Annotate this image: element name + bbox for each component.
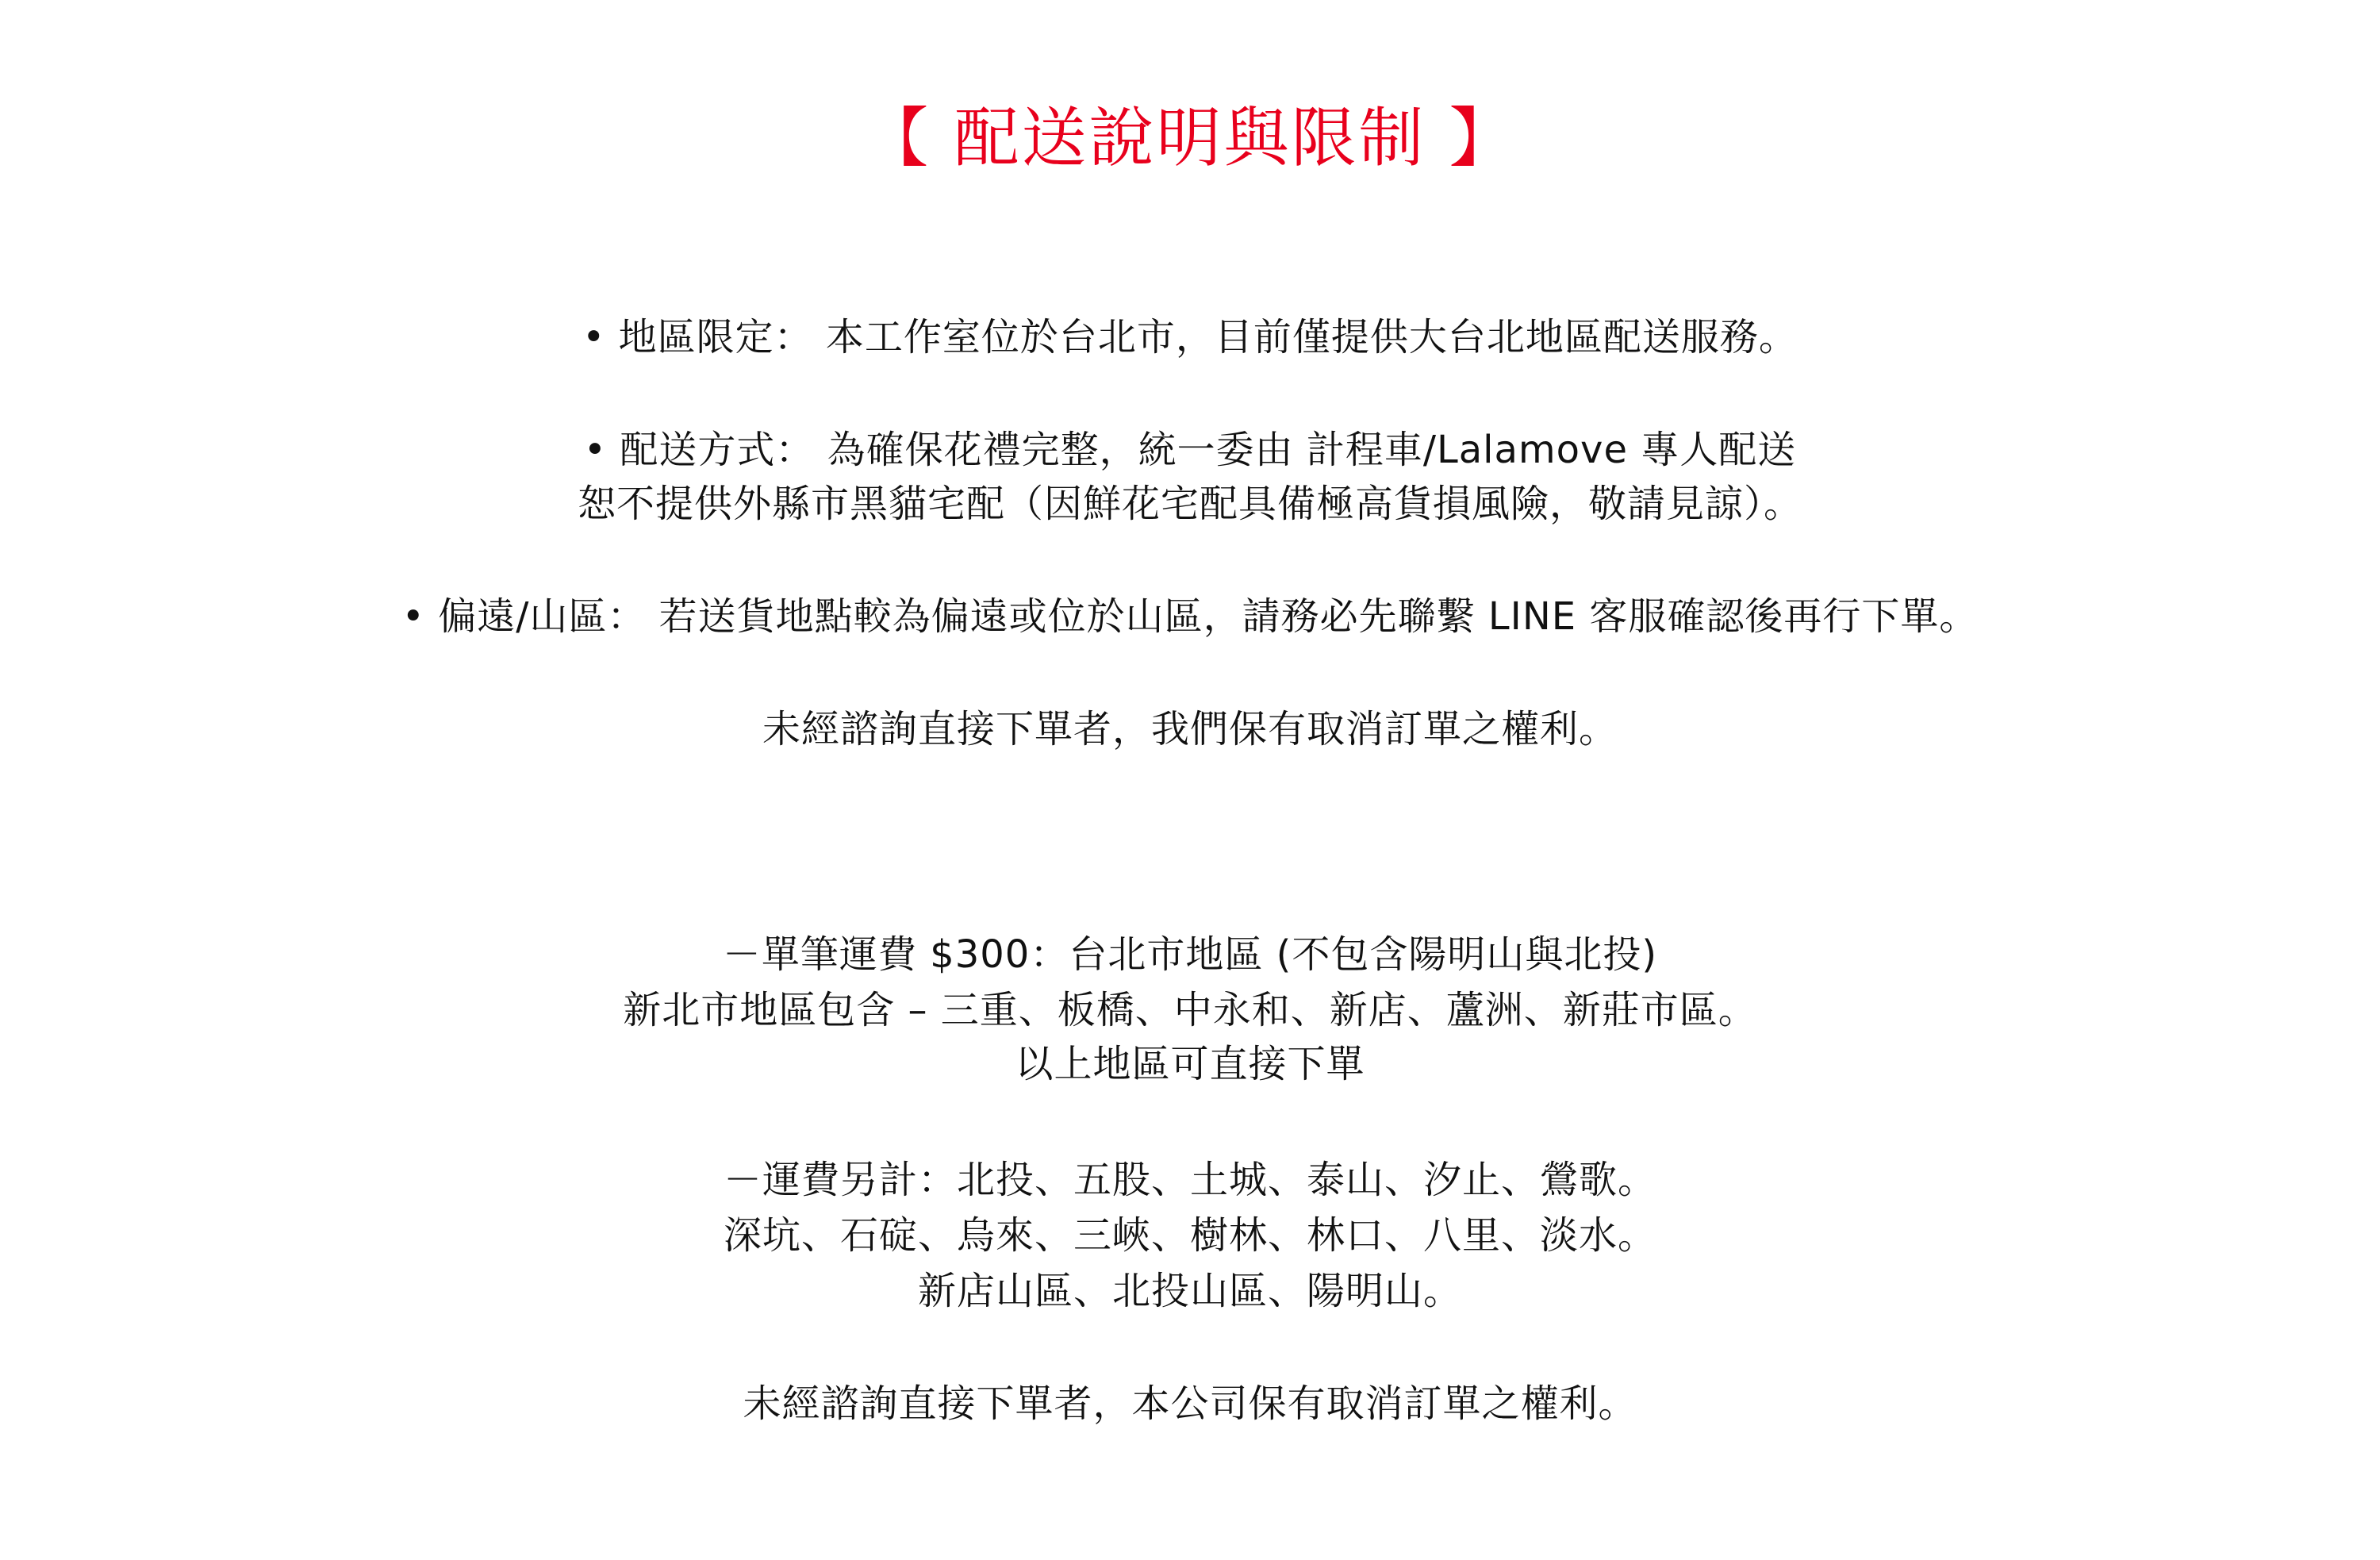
rule-no-courier: 恕不提供外縣市黑貓宅配（因鮮花宅配具備極高貨損風險，敬請見諒）。	[577, 482, 1802, 526]
fee-extra-areas-1: －運費另計：北投、五股、土城、泰山、汐止、鶯歌。	[723, 1158, 1656, 1202]
rule-delivery-method: • 配送方式： 為確保花禮完整，統一委由 計程車/Lalamove 專人配送	[583, 428, 1797, 472]
page-title: 【 配送說明與限制 】	[863, 101, 1517, 176]
fee-direct-order-note: 以上地區可直接下單	[1015, 1042, 1365, 1086]
fee-extra-areas-3: 新店山區、北投山區、陽明山。	[917, 1269, 1462, 1313]
fee-taipei-flat: －單筆運費 $300：台北市地區 (不包含陽明山與北投)	[722, 932, 1658, 977]
rule-region-limit: • 地區限定： 本工作室位於台北市，目前僅提供大台北地區配送服務。	[582, 315, 1798, 359]
fee-new-taipei-included: 新北市地區包含 – 三重、板橋、中永和、新店、蘆洲、新莊市區。	[623, 988, 1757, 1032]
fee-cancel-notice: 未經諮詢直接下單者，本公司保有取消訂單之權利。	[743, 1381, 1637, 1426]
fee-extra-areas-2: 深坑、石碇、烏來、三峽、樹林、林口、八里、淡水。	[723, 1213, 1656, 1258]
rule-cancel-notice: 未經諮詢直接下單者，我們保有取消訂單之權利。	[762, 707, 1618, 751]
rule-remote-area: • 偏遠/山區： 若送貨地點較為偏遠或位於山區，請務必先聯繫 LINE 客服確認後再行下單。	[401, 594, 1979, 639]
